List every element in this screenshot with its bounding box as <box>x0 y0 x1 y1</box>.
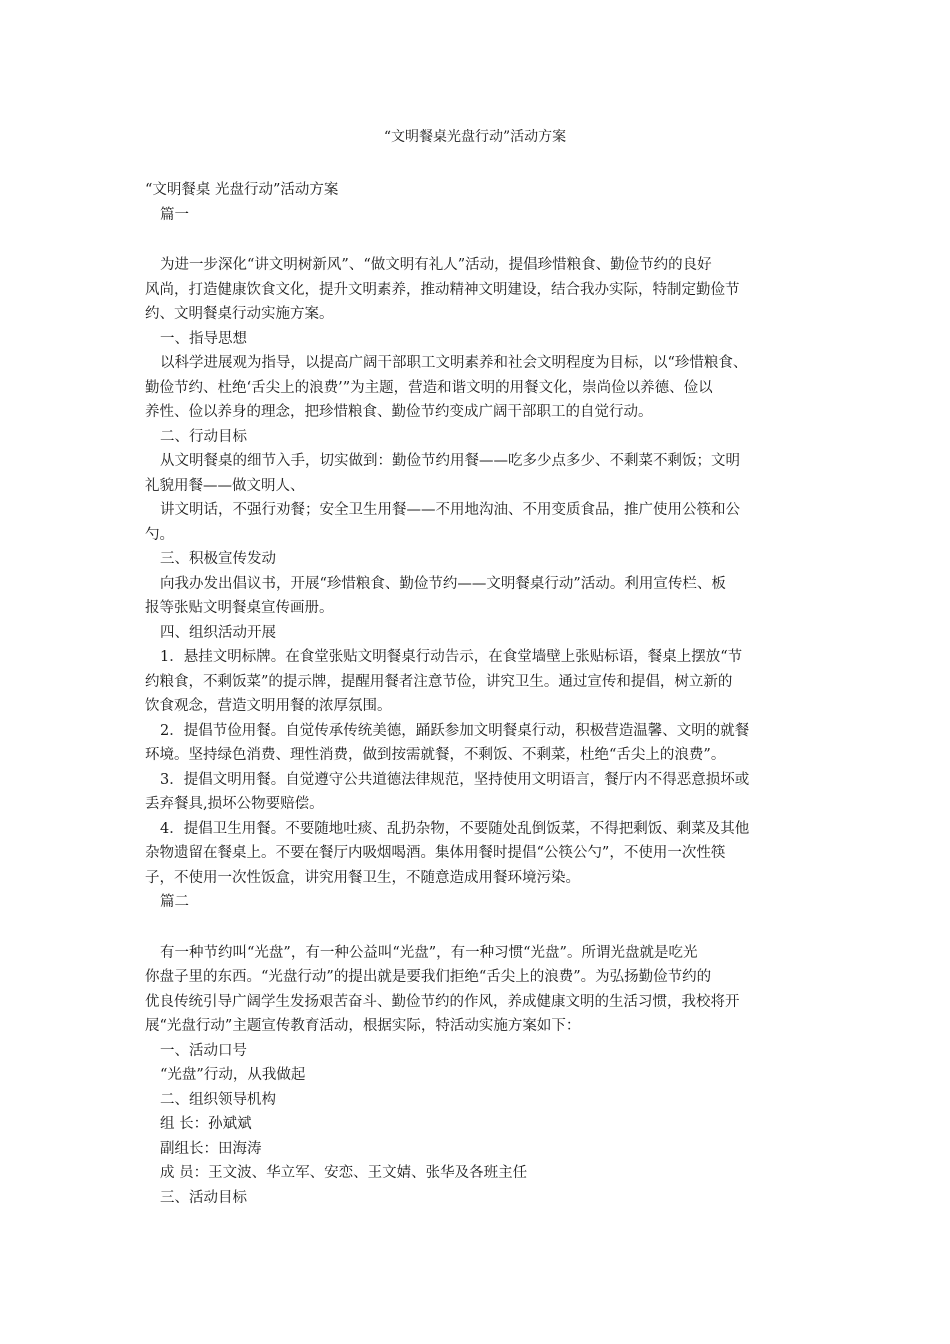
paragraph-line: 从文明餐桌的细节入手，切实做到：勤俭节约用餐——吃多少点多少、不剩菜不剩饭；文明 <box>160 453 740 469</box>
paragraph-line: 约、文明餐桌行动实施方案。 <box>145 306 334 322</box>
document-title: “文明餐桌光盘行动”活动方案 <box>383 129 567 145</box>
paragraph-line: 养性、俭以养身的理念，把珍惜粮食、勤俭节约变成广阔干部职工的自觉行动。 <box>145 404 653 420</box>
paragraph-line: 副组长：田海涛 <box>160 1140 262 1157</box>
paragraph-line: 子，不使用一次性饭盒，讲究用餐卫生，不随意造成用餐环境污染。 <box>145 869 580 886</box>
paragraph-line: 以科学进展观为指导，以提高广阔干部职工文明素养和社会文明程度为目标，以“珍惜粮食、 <box>160 355 748 371</box>
paragraph-line: 礼貌用餐——做文明人、 <box>145 477 305 494</box>
paragraph-line: 杂物遗留在餐桌上。不要在餐厅内吸烟喝酒。集体用餐时提倡“公筷公勺”，不使用一次性筷 <box>145 845 726 861</box>
blank-line <box>145 227 807 253</box>
section-label: 篇二 <box>160 894 189 910</box>
paragraph-line: 3．提倡文明用餐。自觉遵守公共道德法律规范，坚持使用文明语言，餐厅内不得恶意损坏或 <box>160 771 750 788</box>
paragraph-line: 展“光盘行动”主题宣传教育活动，根据实际，特活动实施方案如下： <box>145 1018 581 1034</box>
paragraph-line: 环境。坚持绿色消费、理性消费，做到按需就餐，不剩饭、不剩菜，杜绝“舌尖上的浪费”。 <box>145 747 726 763</box>
section-label: 篇一 <box>160 206 189 223</box>
paragraph-line: 你盘子里的东西。“光盘行动”的提出就是要我们拒绝“舌尖上的浪费”。为弘扬勤俭节约的 <box>145 969 712 985</box>
paragraph-line: 4．提倡卫生用餐。不要随地吐痰、乱扔杂物，不要随处乱倒饭菜，不得把剩饭、剩菜及其他 <box>160 820 750 837</box>
heading: 三、积极宣传发动 <box>160 551 276 567</box>
paragraph-line: 勺。 <box>145 526 174 543</box>
heading: 一、指导思想 <box>160 330 247 347</box>
paragraph-line: 组 长：孙斌斌 <box>160 1116 252 1132</box>
paragraph-line: 约粮食，不剩饭菜”的提示牌，提醒用餐者注意节俭，讲究卫生。通过宣传和提倡，树立新的 <box>145 673 733 690</box>
paragraph-line: 风尚，打造健康饮食文化，提升文明素养，推动精神文明建设，结合我办实际，特制定勤俭节 <box>145 281 740 298</box>
paragraph-line: 报等张贴文明餐桌宣传画册。 <box>145 600 334 616</box>
paragraph-line: 为进一步深化“讲文明树新风”、“做文明有礼人”活动，提倡珍惜粮食、勤俭节约的良好 <box>160 257 712 273</box>
paragraph-line: 讲文明话，不强行劝餐；安全卫生用餐——不用地沟油、不用变质食品，推广使用公筷和公 <box>160 502 740 518</box>
paragraph-line: 勤俭节约、杜绝‘舌尖上的浪费’”为主题，营造和谐文明的用餐文化，崇尚俭以养德、俭以 <box>145 379 713 396</box>
paragraph-line: 1．悬挂文明标牌。在食堂张贴文明餐桌行动告示，在食堂墙壁上张贴标语，餐桌上摆放“节 <box>160 649 743 665</box>
paragraph-line: 有一种节约叫“光盘”，有一种公益叫“光盘”，有一种习惯“光盘”。所谓光盘就是吃光 <box>160 944 698 961</box>
paragraph-line: “光盘”行动，从我做起 <box>160 1067 306 1083</box>
heading: 一、活动口号 <box>160 1042 247 1059</box>
paragraph-line: 向我办发出倡议书，开展“珍惜粮食、勤俭节约——文明餐桌行动”活动。利用宣传栏、板 <box>160 575 726 592</box>
paragraph-line: 丢弃餐具,损坏公物要赔偿。 <box>145 796 324 812</box>
heading: 二、组织领导机构 <box>160 1091 276 1108</box>
paragraph-line: 饮食观念，营造文明用餐的浓厚氛围。 <box>145 698 392 714</box>
blank-line <box>145 915 807 941</box>
heading: 四、组织活动开展 <box>160 624 276 641</box>
document-body <box>145 178 807 1210</box>
paragraph-line: 成 员：王文波、华立军、安恋、王文婧、张华及各班主任 <box>160 1165 528 1181</box>
paragraph-line: 优良传统引导广阔学生发扬艰苦奋斗、勤俭节约的作风，养成健康文明的生活习惯，我校将开 <box>145 993 740 1010</box>
heading: 二、行动目标 <box>160 428 247 445</box>
paragraph-line: 2．提倡节俭用餐。自觉传承传统美德，踊跃参加文明餐桌行动，积极营造温馨、文明的就餐 <box>160 722 750 739</box>
heading: 三、活动目标 <box>160 1189 247 1206</box>
subtitle: “文明餐桌 光盘行动”活动方案 <box>145 182 339 198</box>
